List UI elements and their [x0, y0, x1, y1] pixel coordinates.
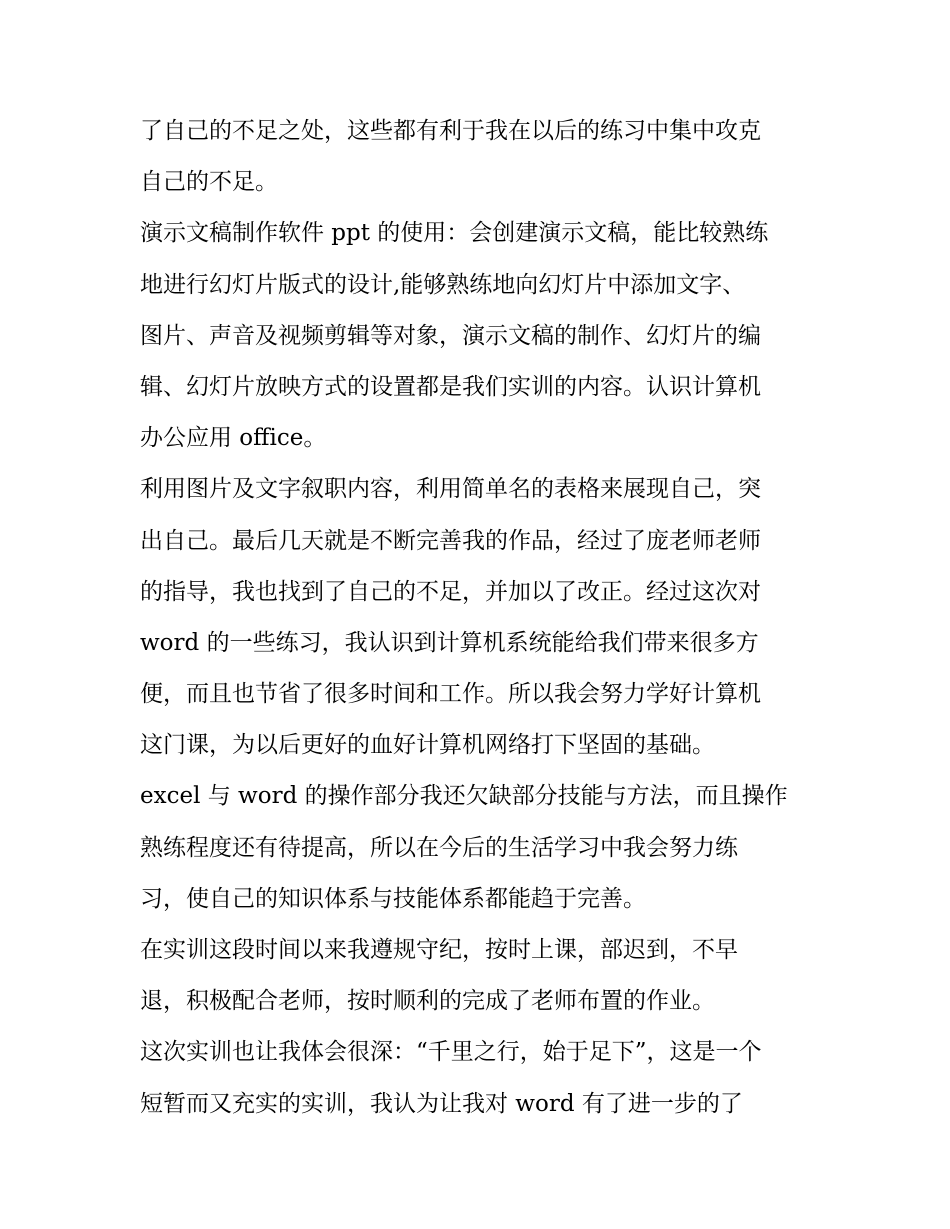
text-line: 短暂而又充实的实训，我认为让我对 word 有了进一步的了	[140, 1090, 743, 1117]
text-line: 熟练程度还有待提高，所以在今后的生活学习中我会努力练	[140, 834, 738, 861]
text-line: word 的一些练习，我认识到计算机系统能给我们带来很多方	[140, 629, 759, 656]
text-line: 自己的不足。	[140, 169, 278, 196]
text-line: 这次实训也让我体会很深：“千里之行，始于足下”，这是一个	[140, 1039, 762, 1066]
text-line: 退，积极配合老师，按时顺利的完成了老师布置的作业。	[140, 988, 715, 1015]
text-line: 辑、幻灯片放映方式的设置都是我们实训的内容。认识计算机	[140, 373, 761, 400]
text-line: 在实训这段时间以来我遵规守纪，按时上课，部迟到，不早	[140, 937, 738, 963]
document-body	[140, 106, 820, 1130]
text-line: 的指导，我也找到了自己的不足，并加以了改正。经过这次对	[140, 578, 761, 605]
text-line: 习，使自己的知识体系与技能体系都能趋于完善。	[140, 885, 646, 912]
text-line: excel 与 word 的操作部分我还欠缺部分技能与方法，而且操作	[140, 783, 788, 810]
text-line: 地进行幻灯片版式的设计,能够熟练地向幻灯片中添加文字、	[140, 271, 746, 298]
text-line: 办公应用 office。	[140, 425, 327, 452]
text-line: 利用图片及文字叙职内容，利用简单名的表格来展现自己，突	[140, 476, 761, 503]
text-line: 出自己。最后几天就是不断完善我的作品，经过了庞老师老师	[140, 527, 761, 554]
text-line: 演示文稿制作软件 ppt 的使用：会创建演示文稿，能比较熟练	[140, 220, 769, 247]
text-line: 了自己的不足之处，这些都有利于我在以后的练习中集中攻克	[140, 118, 761, 144]
text-line: 图片、声音及视频剪辑等对象，演示文稿的制作、幻灯片的编	[140, 322, 761, 349]
text-line: 便，而且也节省了很多时间和工作。所以我会努力学好计算机	[140, 681, 761, 708]
text-line: 这门课，为以后更好的血好计算机网络打下坚固的基础。	[140, 732, 715, 759]
